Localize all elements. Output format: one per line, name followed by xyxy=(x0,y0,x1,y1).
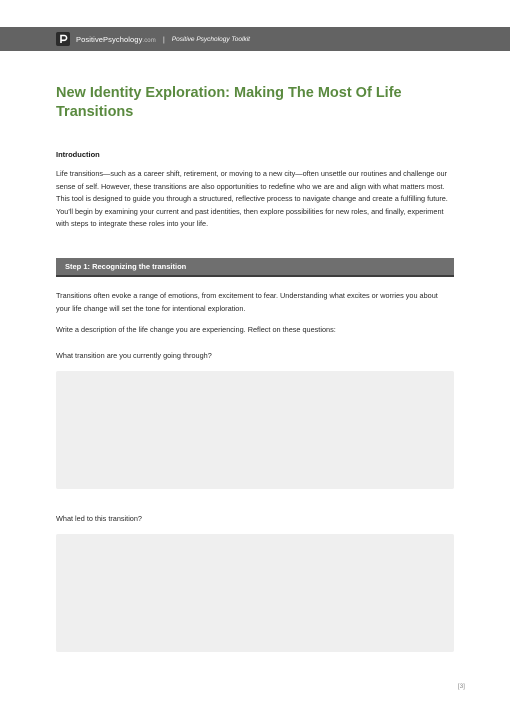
answer-box-2[interactable] xyxy=(56,534,454,652)
brand-suffix: .com xyxy=(142,37,156,44)
step-1-label: Step 1: Recognizing the transition xyxy=(65,262,187,271)
step-1-paragraph-2: Write a description of the life change you are experiencing. Reflect on these questions: xyxy=(56,325,336,334)
header-bar xyxy=(0,27,510,51)
question-1-label: What transition are you currently going through? xyxy=(56,351,212,360)
logo-p-icon xyxy=(56,32,70,46)
answer-box-1[interactable] xyxy=(56,371,454,489)
page-number: [3] xyxy=(457,683,465,690)
toolkit-label: Positive Psychology Toolkit xyxy=(171,35,250,43)
brand-name: PositivePsychology.com xyxy=(76,34,156,44)
intro-paragraph: Life transitions—such as a career shift, retirement, or moving to a new city—often unsettle our routines and challenge our sense of self. However, these transitions are also opportunities to redefine who we are and align with what matters most. This tool is designed to guide you through a structured, reflective process to navigate change and create a fulfilling future. You'll begin by examining your current and past identities, then explore possibilities for new roles, and finally, experiment with steps to integrate these roles into your life. xyxy=(56,169,448,229)
page-title: New Identity Exploration: Making The Most Of Life Transitions xyxy=(56,85,402,120)
intro-heading: Introduction xyxy=(56,150,100,159)
header-separator: | xyxy=(162,34,165,44)
step-1-paragraph-1: Transitions often evoke a range of emotions, from excitement to fear. Understanding what excites or worries you about your life change will set the tone for intentional exploration. xyxy=(56,291,438,313)
question-2-label: What led to this transition? xyxy=(56,514,142,523)
step-1-bar xyxy=(56,258,454,277)
